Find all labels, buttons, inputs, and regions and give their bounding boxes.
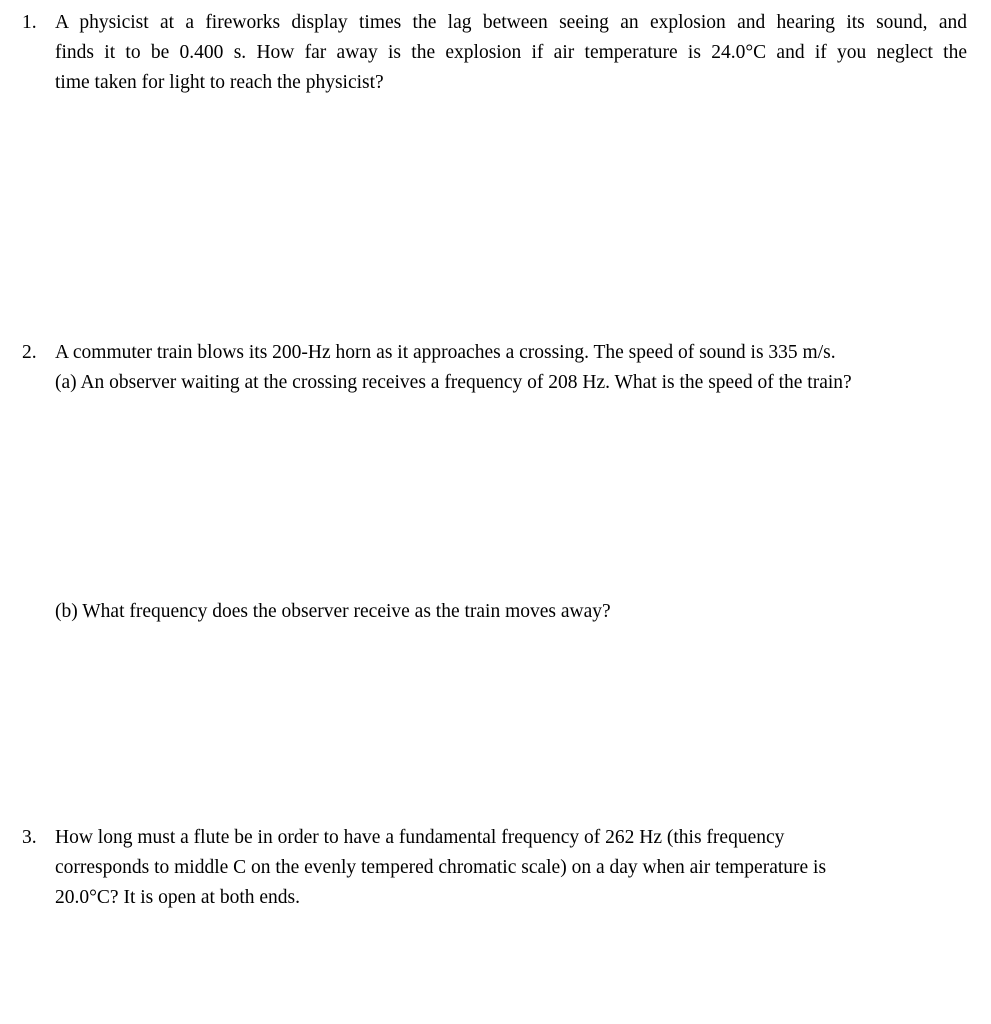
question-text (55, 823, 967, 913)
question-line: How long must a flute be in order to have a fundamental frequency of 262 Hz (this frequency (55, 827, 785, 848)
question-text (55, 338, 967, 398)
question-2 (22, 338, 967, 398)
question-line: finds it to be 0.400 s. How far away is the explosion if air temperature is 24.0°C and if you neglect the (55, 42, 967, 63)
question-part-b: (b) What frequency does the observer receive as the train moves away? (55, 601, 611, 622)
question-line: time taken for light to reach the physicist? (55, 72, 384, 93)
question-line: A physicist at a fireworks display times the lag between seeing an explosion and hearing its sound, and (55, 12, 967, 33)
question-line: A commuter train blows its 200-Hz horn as it approaches a crossing. The speed of sound is 335 m/s. (55, 342, 836, 363)
question-number: 2. (22, 342, 37, 363)
question-2-part-b (22, 597, 967, 627)
question-number: 3. (22, 827, 37, 848)
question-line: 20.0°C? It is open at both ends. (55, 887, 301, 908)
question-1 (22, 8, 967, 98)
question-part-a: (a) An observer waiting at the crossing receives a frequency of 208 Hz. What is the speed of the train? (55, 372, 852, 393)
question-number: 1. (22, 12, 37, 33)
question-line: corresponds to middle C on the evenly tempered chromatic scale) on a day when air temperature is (55, 857, 827, 878)
question-3 (22, 823, 967, 913)
question-text (55, 8, 967, 98)
